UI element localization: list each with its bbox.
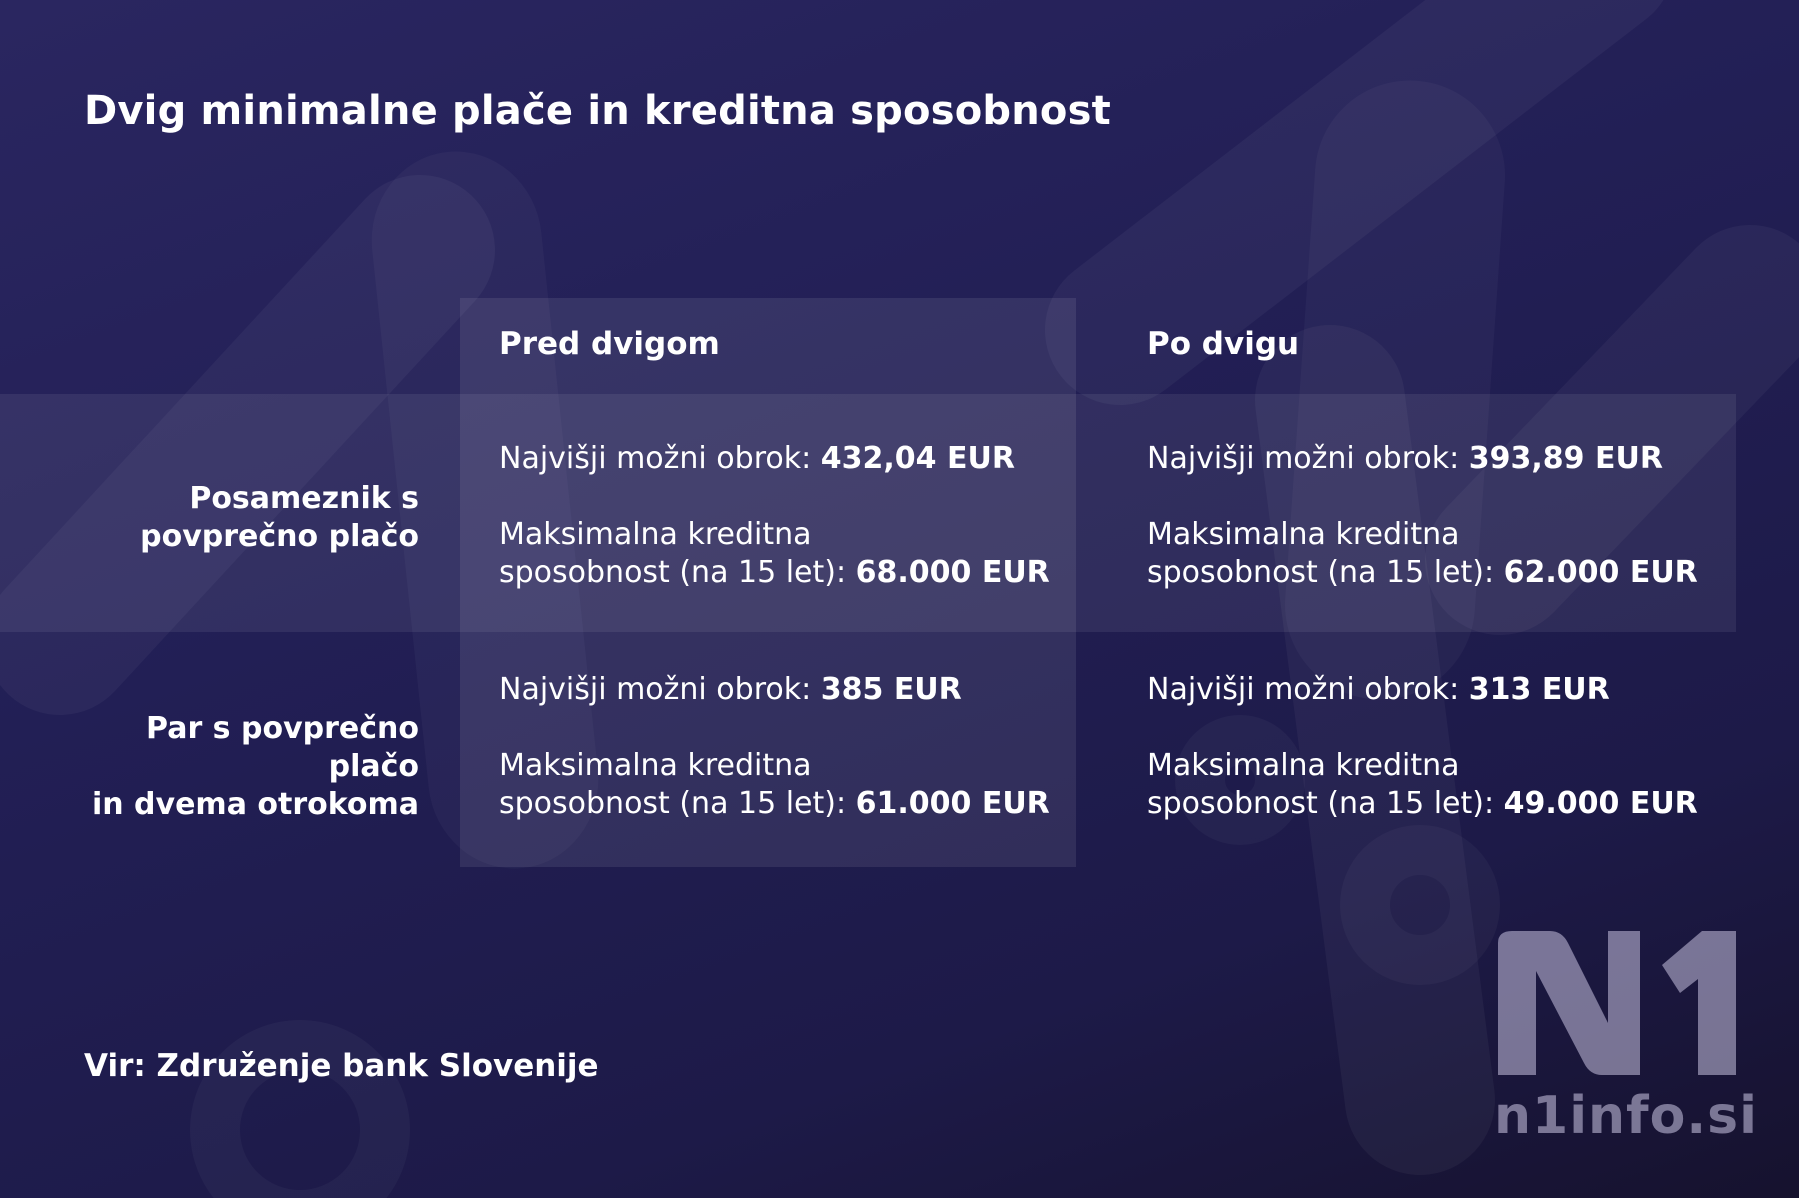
- obrok-label: Najvišji možni obrok:: [1147, 672, 1469, 707]
- obrok-line: [1147, 671, 1707, 709]
- kredit-value: 68.000 EUR: [855, 555, 1050, 590]
- logo-domain: n1info.si: [1494, 1086, 1758, 1146]
- column-header-po-dvigu: Po dvigu: [1147, 326, 1300, 362]
- obrok-value: 385 EUR: [820, 672, 962, 707]
- obrok-label: Najvišji možni obrok:: [1147, 441, 1469, 476]
- row-label-line: Posameznik s: [189, 481, 419, 516]
- obrok-line: [499, 440, 1059, 478]
- kredit-value: 61.000 EUR: [855, 786, 1050, 821]
- obrok-value: 432,04 EUR: [820, 441, 1015, 476]
- kredit-label: sposobnost (na 15 let):: [499, 786, 856, 821]
- table-cell: [1147, 671, 1707, 823]
- row-label-line: povprečno plačo: [140, 519, 419, 554]
- kredit-label: sposobnost (na 15 let):: [1147, 786, 1504, 821]
- kredit-label: sposobnost (na 15 let):: [499, 555, 856, 590]
- n1-logo-mark: [1490, 925, 1740, 1075]
- row-label-line: in dvema otrokoma: [91, 787, 419, 822]
- kredit-line2: [1147, 554, 1707, 592]
- row-label-par: [59, 710, 419, 824]
- row-label-posameznik: [59, 480, 419, 556]
- obrok-line: [499, 671, 1059, 709]
- obrok-line: [1147, 440, 1707, 478]
- kredit-line2: [1147, 785, 1707, 823]
- kredit-line2: [499, 554, 1059, 592]
- kredit-value: 49.000 EUR: [1503, 786, 1698, 821]
- kredit-line1: Maksimalna kreditna: [1147, 748, 1460, 783]
- kredit-label: sposobnost (na 15 let):: [1147, 555, 1504, 590]
- kredit-line1: Maksimalna kreditna: [499, 517, 812, 552]
- page-title: Dvig minimalne plače in kreditna sposobnost: [84, 88, 1111, 134]
- obrok-value: 313 EUR: [1468, 672, 1610, 707]
- obrok-label: Najvišji možni obrok:: [499, 441, 821, 476]
- kredit-line1: Maksimalna kreditna: [499, 748, 812, 783]
- table-cell: [499, 440, 1059, 592]
- source-note: Vir: Združenje bank Slovenije: [84, 1048, 599, 1084]
- table-cell: [499, 671, 1059, 823]
- n1-logo-icon: [1490, 925, 1750, 1085]
- row-label-line: Par s povprečno plačo: [146, 711, 419, 784]
- obrok-label: Najvišji možni obrok:: [499, 672, 821, 707]
- table-cell: [1147, 440, 1707, 592]
- kredit-value: 62.000 EUR: [1503, 555, 1698, 590]
- obrok-value: 393,89 EUR: [1468, 441, 1663, 476]
- kredit-line2: [499, 785, 1059, 823]
- kredit-line1: Maksimalna kreditna: [1147, 517, 1460, 552]
- column-header-pred-dvigom: Pred dvigom: [499, 326, 720, 362]
